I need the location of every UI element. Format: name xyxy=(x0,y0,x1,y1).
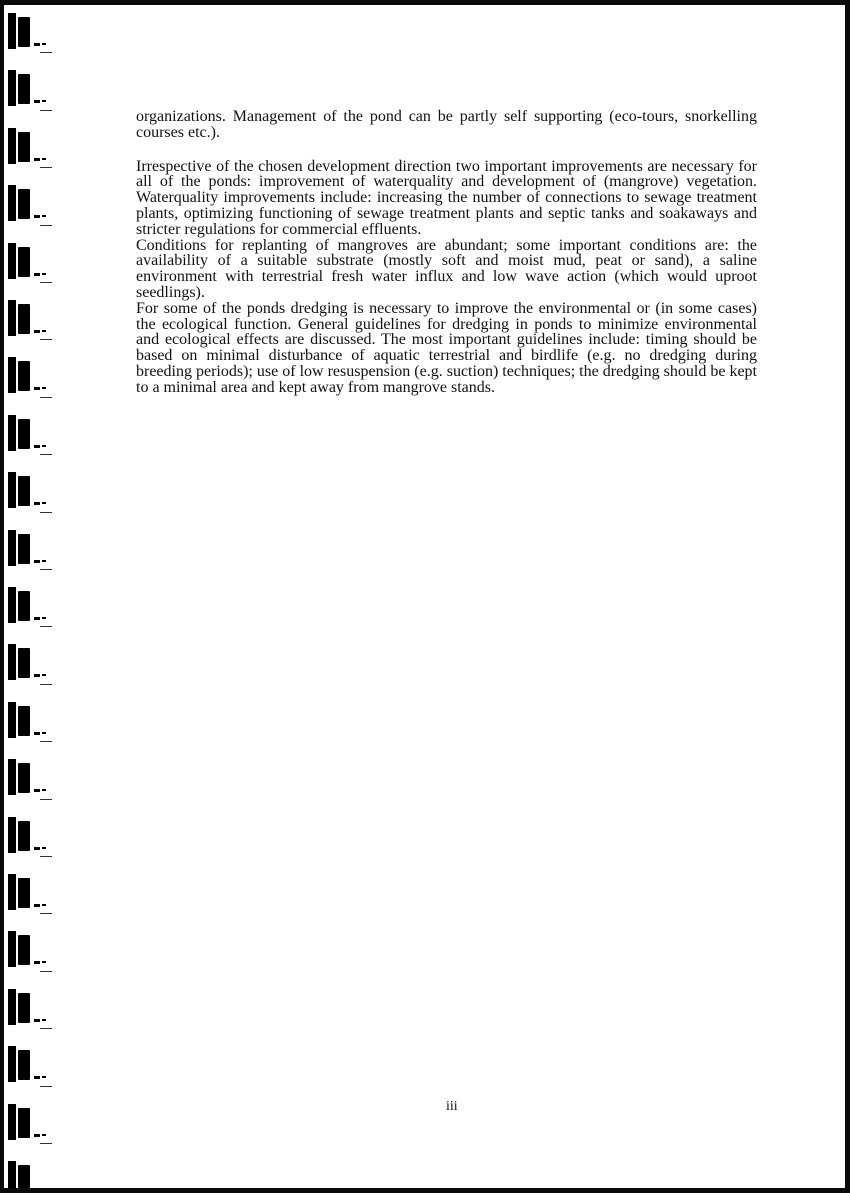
binding-ring xyxy=(4,1161,64,1188)
body-text xyxy=(136,109,757,396)
binding-ring xyxy=(4,185,64,225)
binding-ring xyxy=(4,989,64,1029)
binding-ring xyxy=(4,243,64,283)
document-page xyxy=(4,5,845,1188)
binding-ring xyxy=(4,472,64,512)
binding-ring xyxy=(4,1046,64,1086)
binding-ring xyxy=(4,874,64,914)
binding-ring xyxy=(4,415,64,455)
binding-ring xyxy=(4,931,64,971)
binding-ring xyxy=(4,357,64,397)
binding-ring xyxy=(4,1104,64,1144)
binding-ring xyxy=(4,644,64,684)
paragraph-2: Irrespective of the chosen development direction two important improvements are necessary for all of the ponds: improvement of waterquality and development of (mangrove) vegetation. Waterquality improvements include: increasing the number of connections to sewage treatment plants, optimizing functioning of sewage treatment plants and septic tanks and soakaways and stricter regulations for commercial effluents. xyxy=(136,157,757,238)
binding-ring xyxy=(4,587,64,627)
binding-ring xyxy=(4,530,64,570)
paragraph-1: organizations. Management of the pond can be partly self supporting (eco-tours, snorkelling courses etc.). xyxy=(136,108,757,141)
spiral-binding xyxy=(4,5,64,1188)
binding-ring xyxy=(4,817,64,857)
paragraph-3: Conditions for replanting of mangroves are abundant; some important conditions are: the availability of a suitable substrate (mostly soft and moist mud, peat or sand), a saline environment with terrestrial fresh water influx and low wave action (which would uproot seedlings). xyxy=(136,236,757,301)
binding-ring xyxy=(4,300,64,340)
binding-ring xyxy=(4,13,64,53)
binding-ring xyxy=(4,702,64,742)
binding-ring xyxy=(4,759,64,799)
page-number: iii xyxy=(446,1099,458,1114)
paragraph-4: For some of the ponds dredging is necessary to improve the environmental or (in some cases) the ecological function. General guidelines for dredging in ponds to minimize environmental and ecological effects are discussed. The most important guidelines include: timing should be based on minimal disturbance of aquatic terrestrial and birdlife (e.g. no dredging during breeding periods); use of low resuspension (e.g. suction) techniques; the dredging should be kept to a minimal area and kept away from mangrove stands. xyxy=(136,299,757,396)
binding-ring xyxy=(4,70,64,110)
binding-ring xyxy=(4,128,64,168)
